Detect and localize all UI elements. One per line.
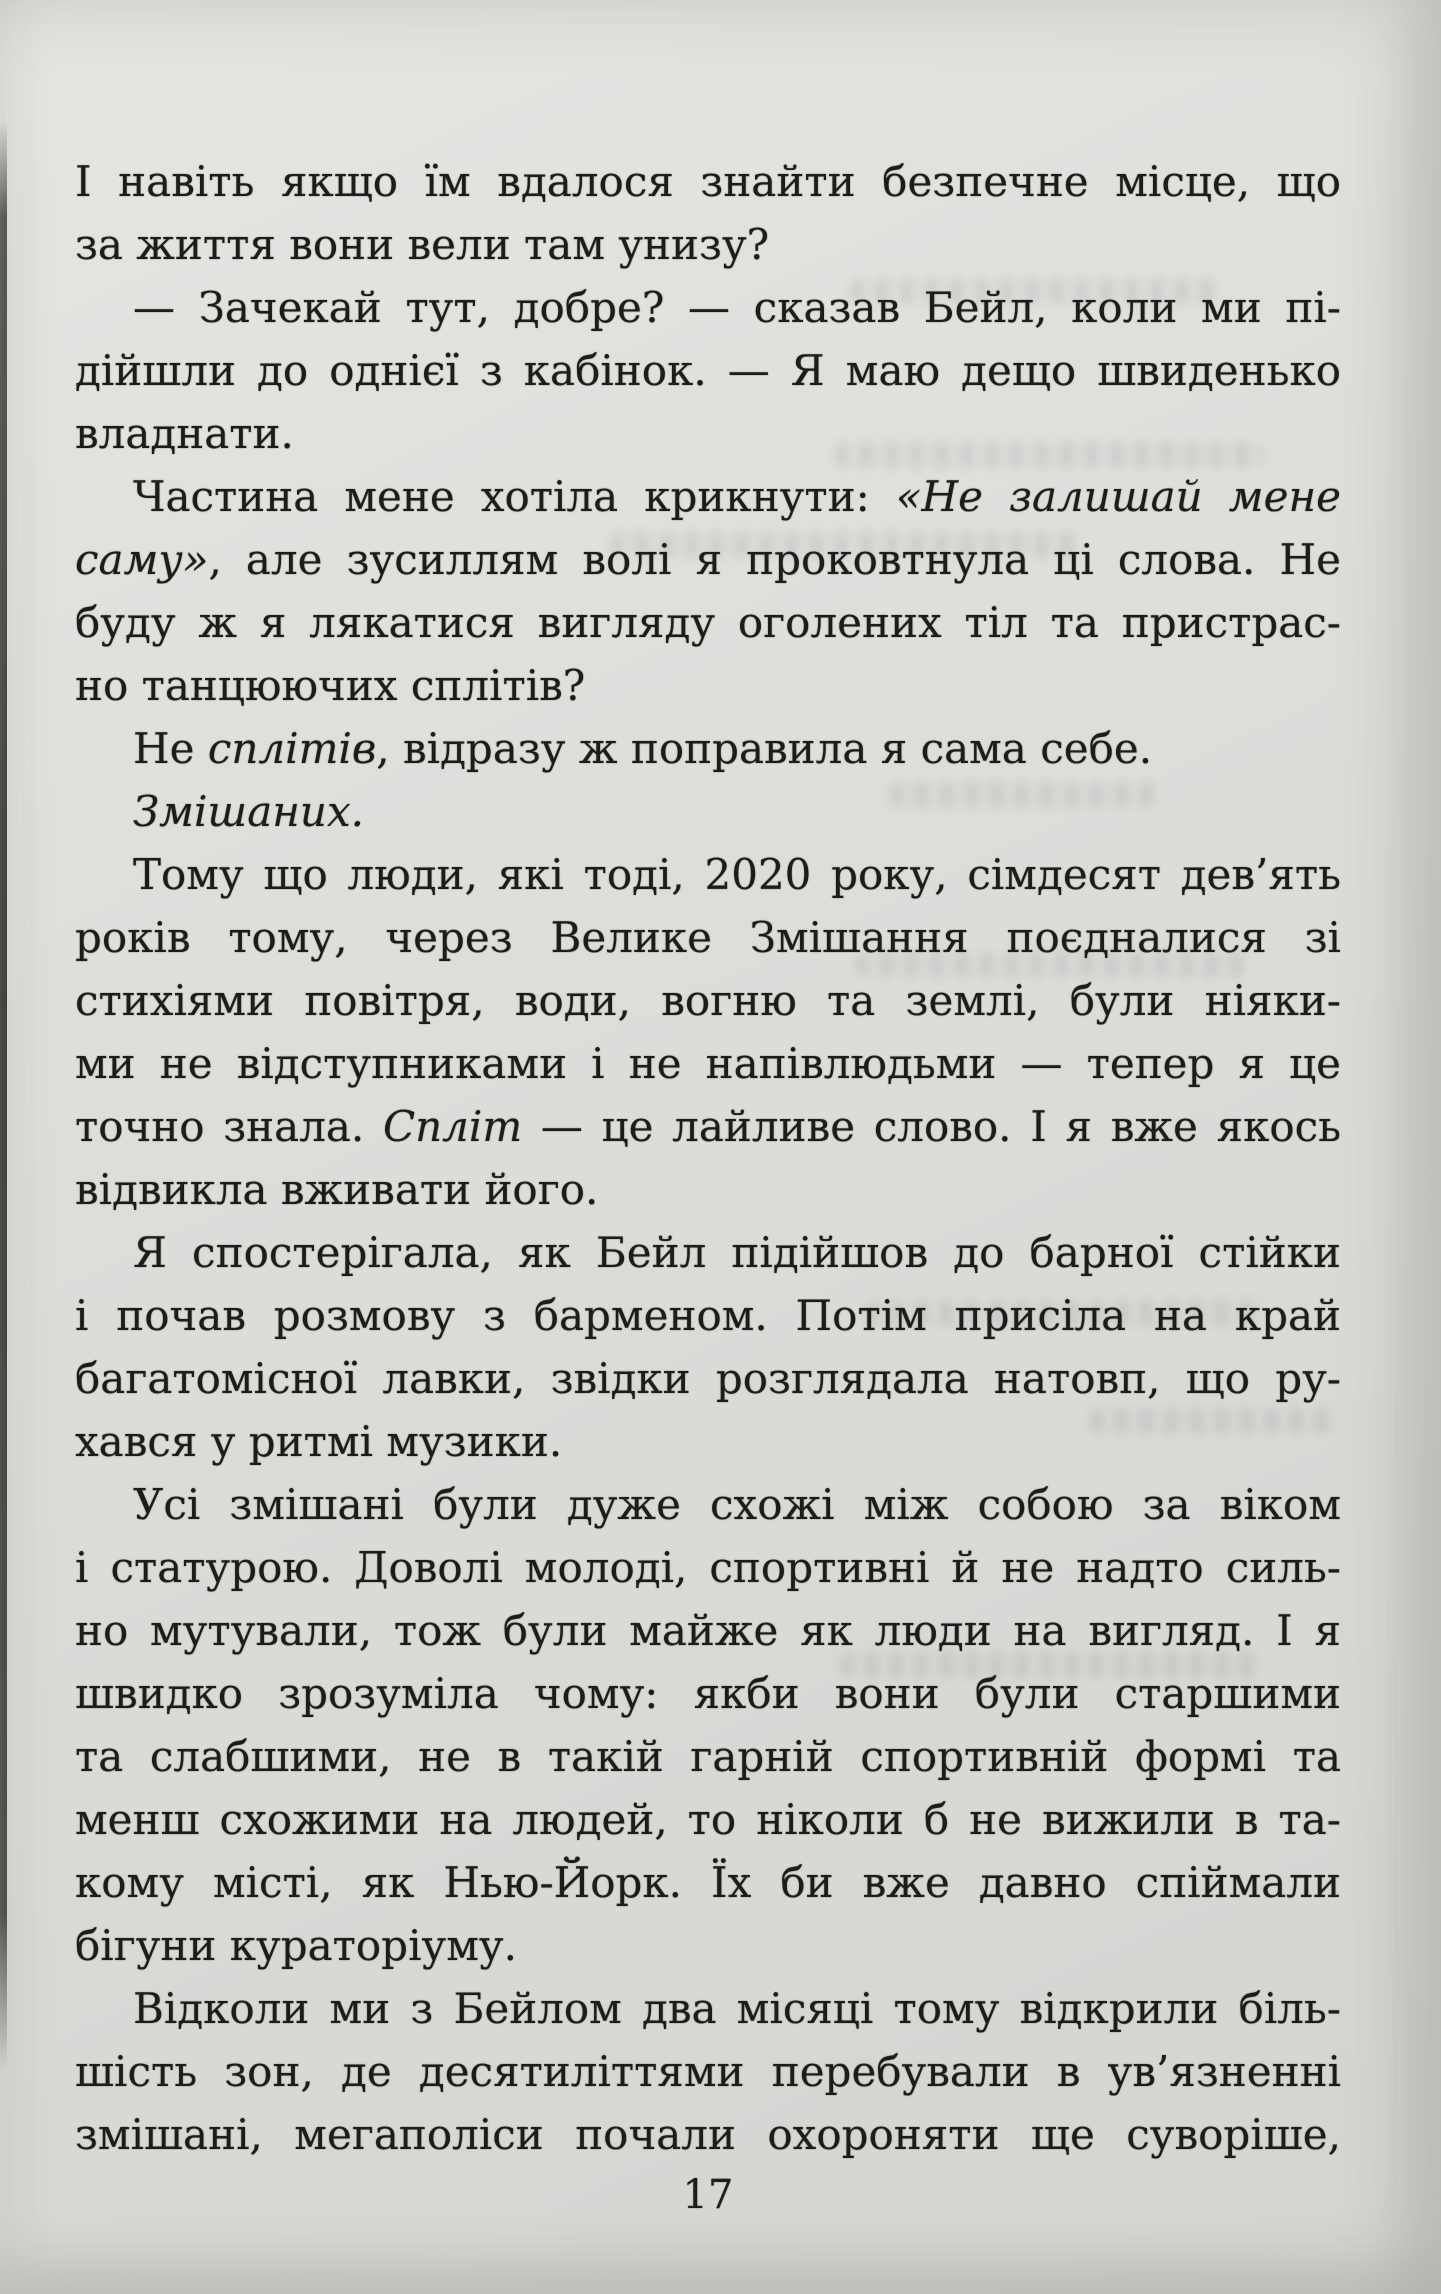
- text-line: І навіть якщо їм вдалося знайти безпечне місце, що: [75, 157, 1341, 206]
- text-line: та слабшими, не в такій гарній спортивній формі та: [75, 1732, 1341, 1781]
- text-line: точно знала. Спліт — це лайливе слово. І я вже якось: [75, 1102, 1341, 1151]
- text-line: хався у ритмі музики.: [75, 1417, 563, 1466]
- text-line: бігуни кураторіуму.: [75, 1921, 517, 1970]
- paragraph: [75, 465, 1341, 717]
- text-line: Не сплітів, відразу ж поправила я сама себе.: [133, 724, 1153, 773]
- text-line: і статурою. Доволі молоді, спортивні й не надто силь-: [75, 1543, 1341, 1592]
- text-line: Я спостерігала, як Бейл підійшов до барної стійки: [133, 1228, 1341, 1277]
- text-line: Відколи ми з Бейлом два місяці тому відкрили біль-: [133, 1984, 1341, 2033]
- text-line: но мутували, тож були майже як люди на вигляд. І я: [75, 1606, 1341, 1655]
- text-line: стихіями повітря, води, вогню та землі, були ніяки-: [75, 976, 1341, 1025]
- text-line: — Зачекай тут, добре? — сказав Бейл, коли ми пі-: [133, 283, 1341, 332]
- page-text: [75, 150, 1341, 2166]
- text-line: ми не відступниками і не напівлюдьми — тепер я це: [75, 1039, 1341, 1088]
- text-line: відвикла вживати його.: [75, 1165, 599, 1214]
- text-line: Усі змішані були дуже схожі між собою за віком: [133, 1480, 1341, 1529]
- paragraph: [75, 1473, 1341, 1977]
- text-line: багатомісної лавки, звідки розглядала натовп, що ру-: [75, 1354, 1341, 1403]
- text-line: саму», але зусиллям волі я проковтнула ці слова. Не: [75, 535, 1341, 584]
- text-line: змішані, мегаполіси почали охороняти ще суворіше,: [75, 2110, 1341, 2159]
- text-line: дійшли до однієї з кабінок. — Я маю дещо швиденько: [75, 346, 1341, 395]
- paragraph: [75, 780, 1341, 843]
- paragraph: [75, 717, 1341, 780]
- text-line: швидко зрозуміла чому: якби вони були старшими: [75, 1669, 1341, 1718]
- text-line: і почав розмову з барменом. Потім присіла на край: [75, 1291, 1341, 1340]
- text-line: буду ж я лякатися вигляду оголених тіл та пристрас-: [75, 598, 1341, 647]
- page-number: 17: [682, 2172, 734, 2218]
- text-line: за життя вони вели там унизу?: [75, 220, 770, 269]
- paragraph: [75, 150, 1341, 276]
- text-line: менш схожими на людей, то ніколи б не вижили в та-: [75, 1795, 1341, 1844]
- text-line: но танцюючих сплітів?: [75, 661, 586, 710]
- book-gutter-shadow: [0, 120, 7, 2070]
- text-line: Частина мене хотіла крикнути: «Не залишай мене: [133, 472, 1341, 521]
- text-line: Тому що люди, які тоді, 2020 року, сімдесят дев’ять: [133, 850, 1341, 899]
- text-line: Змішаних.: [133, 787, 364, 836]
- paragraph: [75, 843, 1341, 1221]
- paragraph: [75, 1977, 1341, 2166]
- text-line: шість зон, де десятиліттями перебували в ув’язненні: [75, 2047, 1341, 2096]
- paragraph: [75, 276, 1341, 465]
- paragraph: [75, 1221, 1341, 1473]
- text-line: владнати.: [75, 409, 294, 458]
- text-line: років тому, через Велике Змішання поєдналися зі: [75, 913, 1341, 962]
- text-line: кому місті, як Нью-Йорк. Їх би вже давно спіймали: [75, 1858, 1341, 1907]
